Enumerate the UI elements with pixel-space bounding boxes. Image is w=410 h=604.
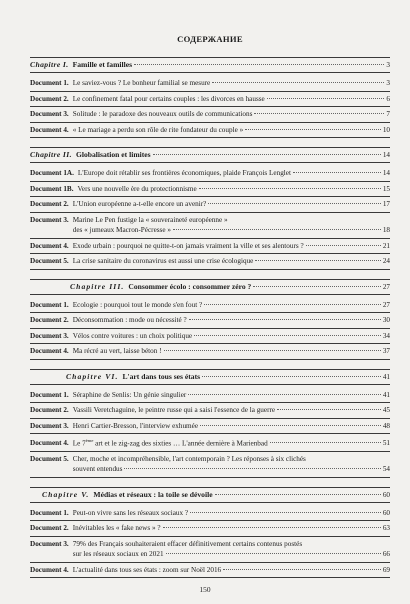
doc-label: Document 1A. <box>30 169 74 177</box>
doc-title-tail <box>73 225 390 236</box>
doc-title: Peut-on vivre sans les réseaux sociaux ? <box>72 508 189 517</box>
doc-label: Document 3. <box>30 421 69 430</box>
chapter-name: Médias et réseaux : la toile se dévoile <box>93 489 213 499</box>
doc-page: 51 <box>382 439 390 448</box>
doc-title-tail <box>73 549 390 560</box>
dot-leader <box>223 569 381 570</box>
dot-leader <box>253 286 380 287</box>
toc-entry <box>30 419 390 435</box>
doc-title: L'Europe doit rétablir ses frontières économiques, plaide François Lenglet <box>77 169 291 177</box>
doc-page: 6 <box>386 94 390 103</box>
doc-label: Document 3. <box>30 215 69 224</box>
toc-entry <box>30 388 390 404</box>
table-of-contents <box>30 34 390 587</box>
toc-entry <box>30 452 390 478</box>
doc-page: 66 <box>382 550 390 559</box>
chapter-heading <box>30 369 390 385</box>
doc-page: 69 <box>382 565 390 574</box>
toc-entry <box>30 239 390 255</box>
doc-title-wrap <box>73 436 268 449</box>
toc-entry <box>30 563 390 579</box>
doc-label: Document 4. <box>30 565 69 574</box>
doc-title-prefix: Le 7 <box>72 439 86 448</box>
dot-leader <box>254 113 384 114</box>
doc-title: Ecologie : pourquoi tout le monde s'en fout ? <box>72 300 203 309</box>
doc-title-line: 79% des Français souhaiteraient effacer définitivement certains contenus postés <box>72 539 303 548</box>
toc-entry <box>30 313 390 329</box>
chapter-section <box>30 279 390 360</box>
doc-label: Document 2. <box>30 524 69 533</box>
chapter-heading <box>30 57 390 73</box>
chapter-page: 14 <box>382 151 390 159</box>
dot-leader <box>153 154 381 155</box>
doc-title: L'actualité dans tous ses états : zoom sur Noël 2016 <box>72 565 222 574</box>
doc-label: Document 2. <box>30 200 69 208</box>
doc-title: Solitude : le paradoxe des nouveaux outils de communications <box>72 110 253 118</box>
doc-label: Document 5. <box>30 454 69 463</box>
doc-title-superscript: ème <box>85 438 94 443</box>
doc-label: Document 2. <box>30 94 69 103</box>
chapter-heading <box>30 487 390 503</box>
doc-title: Vers une nouvelle ère du protectionnisme <box>77 184 197 193</box>
dot-leader <box>163 527 381 528</box>
doc-title: Le saviez-vous ? Le bonheur familial se mesure <box>72 79 211 87</box>
chapter-page: 41 <box>382 372 390 381</box>
dot-leader <box>173 229 381 230</box>
doc-title: Déconsommation : mode ou nécessité ? <box>72 316 187 324</box>
toc-entry <box>30 197 390 213</box>
doc-page: 34 <box>382 331 390 340</box>
toc-entry <box>30 166 390 182</box>
doc-page: 60 <box>382 508 390 517</box>
doc-title: des « jumeaux Macron-Pécresse » <box>72 226 171 234</box>
page-number: 150 <box>199 585 211 594</box>
doc-page: 17 <box>382 200 390 208</box>
dot-leader <box>200 425 381 426</box>
chapter-label: Chapitre I. <box>30 60 69 69</box>
doc-page: 27 <box>382 300 390 309</box>
dot-leader <box>208 203 380 204</box>
chapter-name: Consommer écolo : consommer zéro ? <box>128 281 252 291</box>
toc-entry <box>30 182 390 198</box>
doc-label: Document 4. <box>30 439 69 448</box>
dot-leader <box>164 350 381 351</box>
dot-leader <box>270 442 381 443</box>
dot-leader <box>202 376 381 377</box>
doc-title: Exode urbain : pourquoi ne quitte-t-on jamais vraiment la ville et ses alentours ? <box>72 241 304 250</box>
doc-title: Inévitables les « fake news » ? <box>72 524 161 533</box>
doc-page: 18 <box>382 226 390 234</box>
dot-leader <box>134 64 384 65</box>
toc-entry <box>30 329 390 345</box>
toc-entry <box>30 123 390 139</box>
chapter-label: Chapitre VI. <box>66 371 119 381</box>
chapter-label: Chapitre V. <box>42 489 90 499</box>
doc-page: 45 <box>382 406 390 414</box>
chapter-label: Chapitre III. <box>70 281 125 291</box>
doc-label: Document 4. <box>30 125 69 134</box>
chapter-section <box>30 369 390 478</box>
doc-title: Vélos contre voitures : un choix politique <box>72 331 193 340</box>
doc-page: 21 <box>382 241 390 250</box>
doc-title-tail <box>73 464 390 475</box>
doc-title: « Le mariage a perdu son rôle de rite fondateur du couple » <box>72 125 244 134</box>
doc-label: Document 3. <box>30 110 69 118</box>
toc-entry <box>30 254 390 270</box>
doc-title: art et le zig-zag des sixties … L'année dernière à Marienbad <box>93 439 268 448</box>
chapter-page: 60 <box>382 490 390 499</box>
doc-page: 7 <box>386 110 390 118</box>
doc-title: souvent entendus <box>72 465 123 474</box>
toc-entry <box>30 76 390 92</box>
doc-label: Document 1. <box>30 79 69 87</box>
doc-page: 63 <box>382 524 390 533</box>
doc-title-block <box>73 454 390 475</box>
dot-leader <box>293 172 381 173</box>
doc-title: Le confinement fatal pour certains couples : les divorces en hausse <box>72 94 265 103</box>
doc-page: 24 <box>382 257 390 265</box>
doc-page: 48 <box>382 421 390 430</box>
doc-label: Document 1. <box>30 508 69 517</box>
toc-entry <box>30 521 390 537</box>
doc-title-block <box>73 539 390 560</box>
doc-page: 3 <box>386 79 390 87</box>
doc-title: Ma récré au vert, laisse béton ! <box>72 347 162 355</box>
doc-title-line: Marine Le Pen fustige la « souveraineté européenne » <box>72 215 228 224</box>
chapter-heading <box>30 279 390 295</box>
dot-leader <box>215 494 381 495</box>
toc-entry <box>30 92 390 108</box>
chapter-section <box>30 57 390 138</box>
toc-entry <box>30 107 390 123</box>
toc-entry <box>30 506 390 522</box>
doc-label: Document 3. <box>30 539 69 548</box>
doc-title: L'Union européenne a-t-elle encore un avenir? <box>72 200 207 208</box>
doc-title: Vassili Veretchaguine, le peintre russe qui a saisi l'essence de la guerre <box>72 406 276 414</box>
doc-page: 14 <box>382 169 390 177</box>
doc-title: Séraphine de Senlis: Un génie singulier <box>72 390 187 399</box>
chapter-name: L'art dans tous ses états <box>122 371 201 381</box>
doc-label: Document 1. <box>30 300 69 309</box>
doc-label: Document 2. <box>30 316 69 324</box>
doc-label: Document 5. <box>30 257 69 265</box>
toc-entry <box>30 344 390 360</box>
dot-leader <box>204 304 381 305</box>
doc-page: 54 <box>382 465 390 474</box>
toc-entry <box>30 298 390 314</box>
dot-leader <box>245 129 381 130</box>
dot-leader <box>277 409 381 410</box>
chapter-label: Chapitre II. <box>30 150 72 159</box>
doc-page: 41 <box>382 390 390 399</box>
chapter-section <box>30 147 390 270</box>
chapter-page: 3 <box>386 61 390 69</box>
doc-page: 30 <box>382 316 390 324</box>
chapter-name: Famille et familles <box>72 60 133 69</box>
doc-title: sur les réseaux sociaux en 2021 <box>72 550 164 559</box>
toc-entry <box>30 537 390 563</box>
toc-entry <box>30 403 390 419</box>
dot-leader <box>255 260 380 261</box>
dot-leader <box>190 512 381 513</box>
doc-title-block <box>73 215 390 236</box>
dot-leader <box>124 468 380 469</box>
doc-title-line: Cher, moche et incompréhensible, l'art contemporain ? Les réponses à six clichés <box>72 454 306 463</box>
doc-label: Document 1. <box>30 390 69 399</box>
toc-entry <box>30 213 390 239</box>
chapter-section <box>30 487 390 579</box>
doc-label: Document 4. <box>30 347 69 355</box>
chapter-page: 27 <box>382 282 390 291</box>
page-title: СОДЕРЖАНИЕ <box>177 34 243 44</box>
dot-leader <box>166 553 381 554</box>
doc-label: Document 2. <box>30 406 69 414</box>
dot-leader <box>199 188 381 189</box>
chapter-name: Globalisation et limites <box>75 150 151 159</box>
dot-leader <box>189 319 381 320</box>
doc-title: La crise sanitaire du coronavirus est aussi une crise écologique <box>72 257 254 265</box>
dot-leader <box>212 82 384 83</box>
doc-label: Document 4. <box>30 241 69 250</box>
dot-leader <box>194 335 381 336</box>
dot-leader <box>267 98 385 99</box>
dot-leader <box>306 245 381 246</box>
doc-label: Document 1B. <box>30 184 74 193</box>
doc-title: Henri Cartier-Bresson, l'interview exhumée <box>72 421 199 430</box>
doc-label: Document 3. <box>30 331 69 340</box>
dot-leader <box>188 394 380 395</box>
toc-entry <box>30 434 390 452</box>
chapter-heading <box>30 147 390 163</box>
doc-page: 37 <box>382 347 390 355</box>
doc-page: 15 <box>382 184 390 193</box>
doc-page: 10 <box>382 125 390 134</box>
